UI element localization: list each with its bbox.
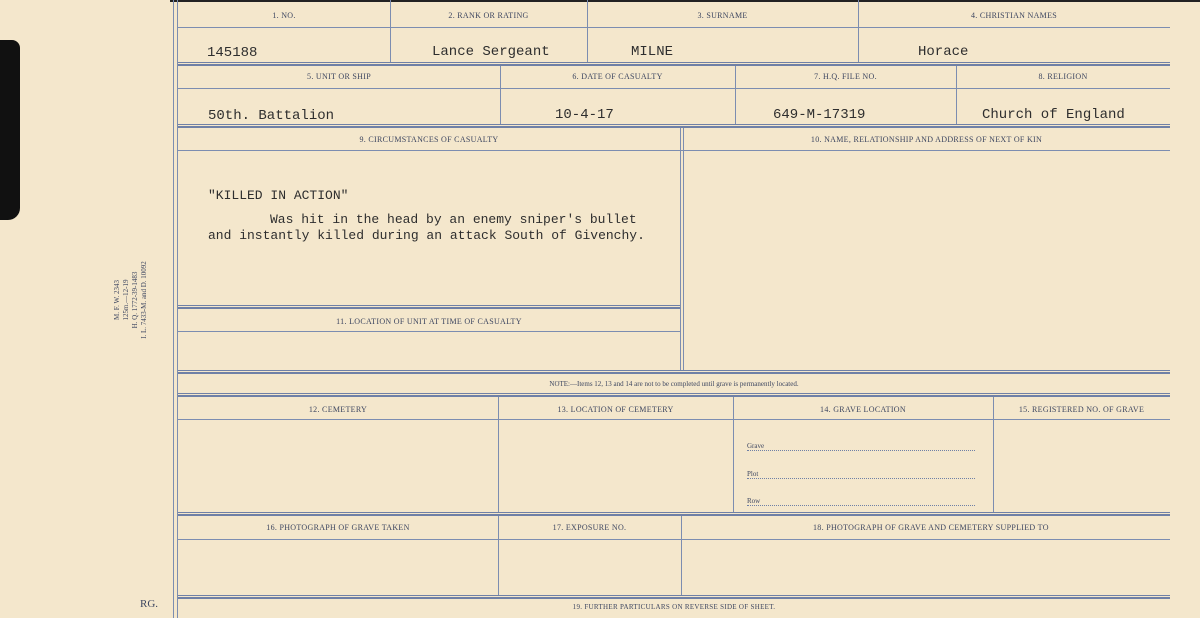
label-rank: 2. RANK OR RATING	[448, 11, 529, 20]
label-exposure: 17. EXPOSURE NO.	[552, 523, 627, 532]
form-code-line: M. F. W. 2343	[113, 280, 121, 320]
label-registered-no: 15. REGISTERED NO. OF GRAVE	[1018, 405, 1145, 414]
value-no: 145188	[207, 45, 258, 61]
form-code-line: I. L. 7433-M. and D. 10092	[140, 261, 148, 339]
label-location-unit: 11. LOCATION OF UNIT AT TIME OF CASUALTY	[336, 317, 522, 326]
divider	[390, 0, 391, 62]
label-photo-taken: 16. PHOTOGRAPH OF GRAVE TAKEN	[266, 523, 410, 532]
label-location-cemetery: 13. LOCATION OF CEMETERY	[557, 405, 674, 414]
label-religion: 8. RELIGION	[1038, 72, 1088, 81]
divider	[587, 0, 588, 62]
label-cemetery: 12. CEMETERY	[308, 405, 368, 414]
form-code	[113, 255, 149, 345]
label-date: 6. DATE OF CASUALTY	[572, 72, 663, 81]
label-next-of-kin: 10. NAME, RELATIONSHIP AND ADDRESS OF NEXT OF KIN	[810, 135, 1043, 144]
initials: RG.	[140, 598, 159, 610]
label-photo-supplied: 18. PHOTOGRAPH OF GRAVE AND CEMETERY SUPPLIED TO	[813, 523, 1049, 532]
divider	[178, 393, 1170, 397]
label-grave-location: 14. GRAVE LOCATION	[820, 405, 906, 414]
value-surname: MILNE	[631, 44, 674, 60]
row-field	[747, 497, 975, 506]
grave-field	[747, 442, 975, 451]
top-edge	[170, 0, 1200, 2]
form-code-line: H. Q. 1772-39-1483	[131, 271, 139, 329]
value-date: 10-4-17	[555, 107, 614, 123]
circumstances-line: "KILLED IN ACTION"	[208, 188, 349, 203]
divider	[498, 397, 499, 512]
divider	[683, 128, 684, 371]
label-circumstances: 9. CIRCUMSTANCES OF CASUALTY	[359, 135, 499, 144]
divider	[733, 397, 734, 512]
grave-label: Grave	[747, 442, 765, 450]
circumstances-line: Was hit in the head by an enemy sniper's bullet	[270, 212, 637, 227]
divider	[178, 595, 1170, 599]
form-code-line: 125m.—12-19	[122, 279, 130, 321]
divider	[858, 0, 859, 62]
divider	[178, 419, 1170, 420]
divider	[178, 27, 1170, 28]
scan-edge-blot	[0, 40, 20, 220]
further-particulars: 19. FURTHER PARTICULARS ON REVERSE SIDE OF SHEET.	[572, 603, 776, 611]
divider	[178, 539, 1170, 540]
divider	[178, 150, 1170, 151]
value-hq-file: 649-M-17319	[773, 107, 866, 123]
label-hq-file: 7. H.Q. FILE NO.	[814, 72, 877, 81]
circumstances-line: and instantly killed during an attack South of Givenchy.	[208, 228, 645, 243]
label-christian-names: 4. CHRISTIAN NAMES	[970, 11, 1058, 20]
divider	[993, 397, 994, 512]
divider	[680, 128, 681, 371]
label-no: 1. NO.	[272, 11, 296, 20]
value-religion: Church of England	[982, 107, 1125, 123]
plot-label: Plot	[747, 470, 759, 478]
value-unit: 50th. Battalion	[208, 108, 335, 124]
label-unit: 5. UNIT OR SHIP	[307, 72, 371, 81]
divider	[178, 331, 680, 332]
divider	[178, 512, 1170, 516]
divider	[178, 88, 1170, 89]
label-surname: 3. SURNAME	[697, 11, 748, 20]
divider	[178, 305, 680, 309]
note: NOTE:—Items 12, 13 and 14 are not to be completed until grave is permanently located.	[549, 380, 799, 388]
margin-rule	[173, 0, 174, 618]
divider	[178, 62, 1170, 66]
divider	[178, 124, 1170, 128]
plot-field	[747, 470, 975, 479]
value-rank: Lance Sergeant	[432, 44, 550, 60]
divider	[178, 370, 1170, 374]
row-label: Row	[747, 497, 761, 505]
value-christian-names: Horace	[918, 44, 969, 60]
